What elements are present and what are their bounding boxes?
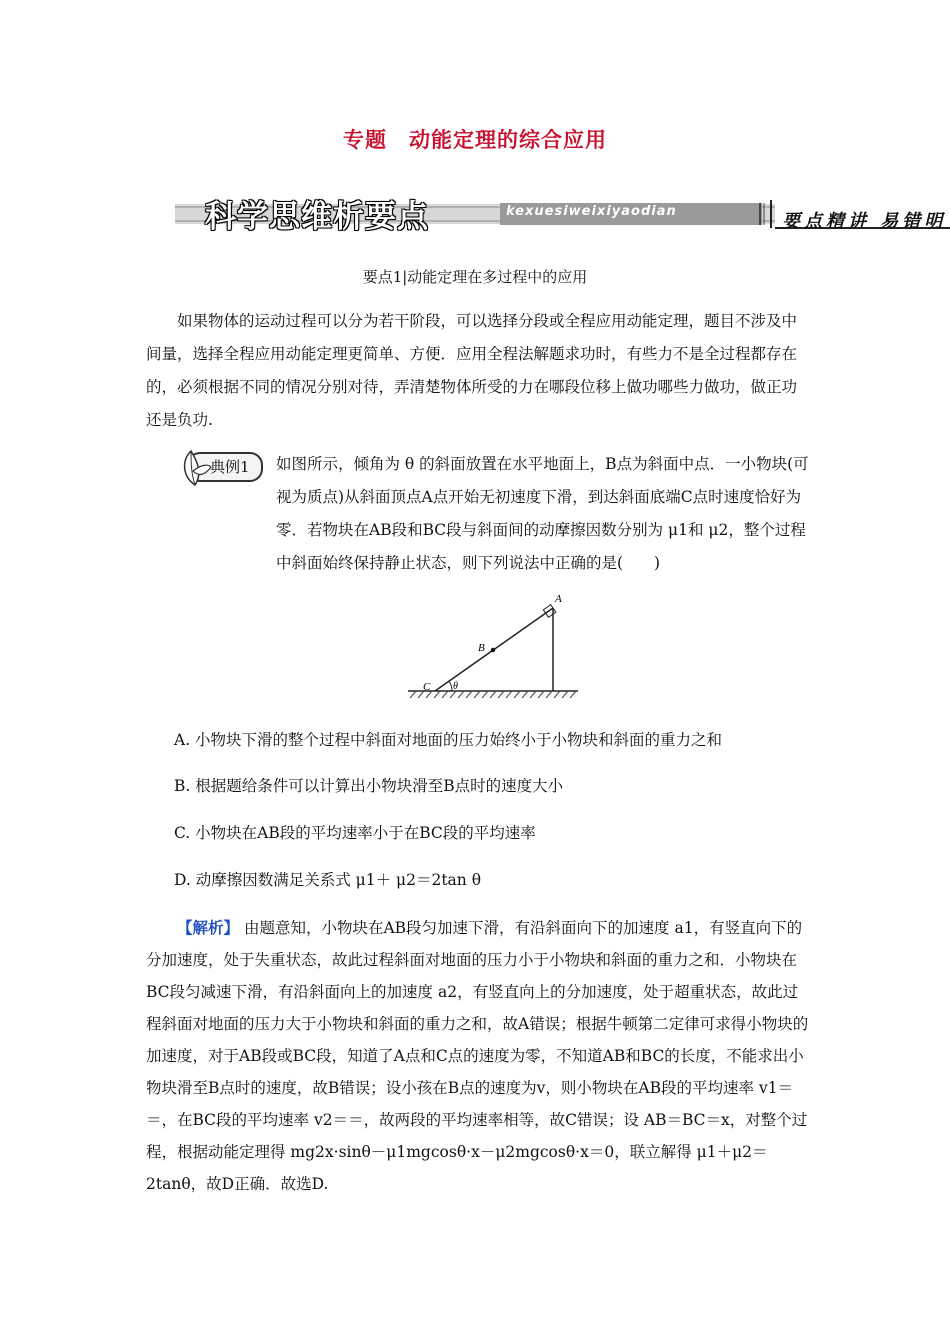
label-c: C xyxy=(423,681,431,693)
title-prefix: 专题 xyxy=(343,128,387,152)
incline-figure xyxy=(400,590,580,705)
option-a: A. 小物块下滑的整个过程中斜面对地面的压力始终小于小物块和斜面的重力之和 xyxy=(174,731,723,749)
label-theta: θ xyxy=(453,681,458,692)
banner-pinyin: kexuesiweixiyaodian xyxy=(506,204,677,219)
banner-title: 科学思维析要点 xyxy=(205,199,429,235)
question-text: 如图所示，倾角为 θ 的斜面放置在水平地面上，B点为斜面中点．一小物块(可视为质点)从斜面顶点A点开始无初速度下滑，到达斜面底端C点时速度恰好为零．若物块在AB段和BC段与斜面间的动摩擦因数分别为 μ1和 μ2，整个过程中斜面始终保持静止状态，则下列说法中正确的是( ) xyxy=(276,455,809,572)
point-b-dot xyxy=(491,648,495,652)
label-a: A xyxy=(555,593,562,605)
example-label: 典例1 xyxy=(210,458,250,476)
example-question xyxy=(146,448,810,580)
analysis-text: 由题意知，小物块在AB段匀加速下滑，有沿斜面向下的加速度 a1，有竖直向下的分加速度，处于失重状态，故此过程斜面对地面的压力小于小物块和斜面的重力之和．小物块在BC段匀减速下滑，有沿斜面向上的加速度 a2，有竖直向上的分加速度，处于超重状态，故此过程斜面对地面的压力大于小物块和斜面的重力之和，故A错误；根据牛顿第二定律可求得小物块的加速度，对于AB段或BC段，知道了A点和C点的速度为零，不知道AB和BC的长度，不能求出小物块滑至B点时的速度，故B错误；设小孩在B点的速度为v，则小物块在AB段的平均速率 v1＝＝，在BC段的平均速率 v2＝＝，故两段的平均速率相等，故C错误；设 AB＝BC＝x，对整个过程，根据动能定理得 mg2x·sinθ－μ1mgcosθ·x－μ2mgcosθ·x＝0，联立解得 μ1＋μ2＝2tanθ，故D正确．故选D. xyxy=(146,919,809,1193)
banner-right-text: 要点精讲 易错明 xyxy=(782,211,947,232)
analysis-paragraph xyxy=(146,912,810,1200)
section-heading: 要点1|动能定理在多过程中的应用 xyxy=(362,268,588,286)
analysis-tag: 【解析】 xyxy=(177,918,240,937)
page-title xyxy=(0,124,950,154)
intro-paragraph: 如果物体的运动过程可以分为若干阶段，可以选择分段或全程应用动能定理，题目不涉及中间量，选择全程应用动能定理更简单、方便．应用全程法解题求功时，有些力不是全过程都存在的，必须根据不同的情况分别对待，弄清楚物体所受的力在哪段位移上做功哪些力做功，做正功还是负功. xyxy=(146,312,798,429)
title-main: 动能定理的综合应用 xyxy=(409,128,607,152)
label-b: B xyxy=(478,642,485,654)
option-c: C. 小物块在AB段的平均速率小于在BC段的平均速率 xyxy=(174,824,536,842)
option-d: D. 动摩擦因数满足关系式 μ1＋ μ2＝2tan θ xyxy=(174,871,482,889)
option-b: B. 根据题给条件可以计算出小物块滑至B点时的速度大小 xyxy=(174,777,564,795)
